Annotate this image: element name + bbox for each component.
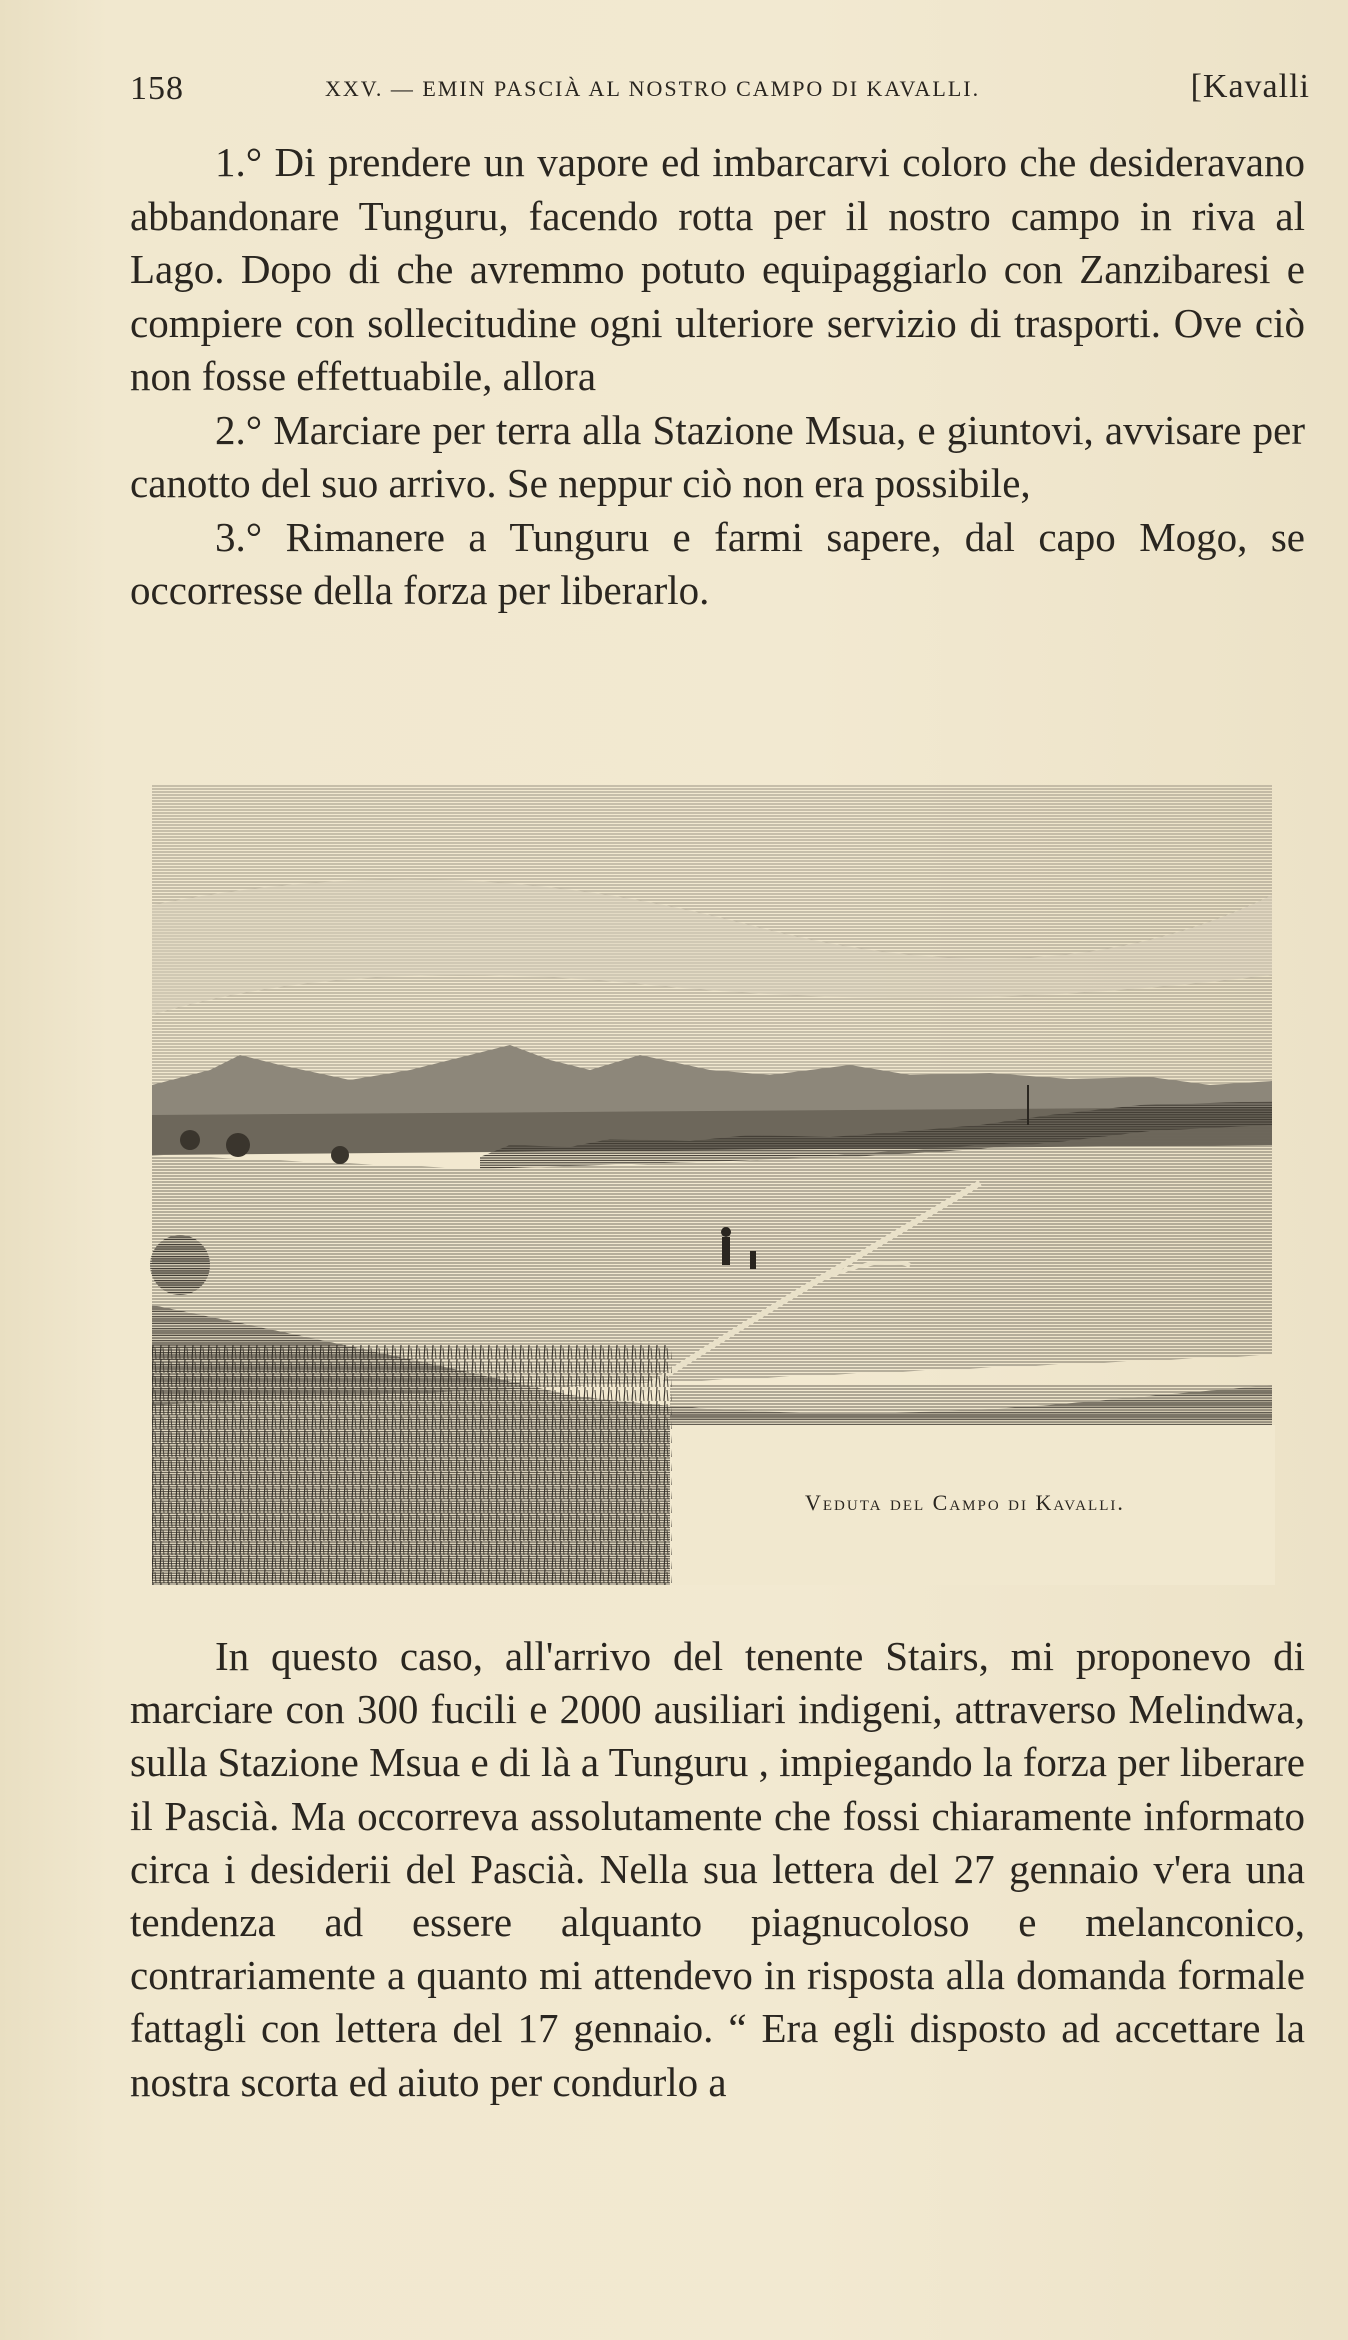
bottom-text-block: [130, 1630, 1305, 2109]
right-foreground-strip: [670, 1385, 1272, 1425]
page-number: 158: [130, 70, 184, 107]
running-title: XXV. — EMIN PASCIÀ AL NOSTRO CAMPO DI KAVALLI.: [325, 76, 981, 101]
paragraph-point-2: 2.° Marciare per terra alla Stazione Msua, e giuntovi, avvisare per canotto del suo arrivo. Se neppur ciò non era possibile,: [130, 406, 1305, 506]
paragraph-main: In questo caso, all'arrivo del tenente Stairs, mi proponevo di marciare con 300 fucili e 2000 ausiliari indigeni, attraverso Melindwa, sulla Stazione Msua e di là a Tunguru , impiegando la forza per liberare il Pascià. Ma occorreva assolutamente che fossi chiaramente informato circa i desiderii del Pascià. Nella sua lettera del 27 gennaio v'era una tendenza ad essere alquanto piagnucoloso e melanconico, contrariamente a quanto mi attendevo in risposta alla domanda formale fattagli con lettera del 17 gennaio. “ Era egli disposto ad accettare la nostra scorta ed aiuto per condurlo a: [130, 1633, 1306, 2105]
running-header: [130, 66, 1310, 110]
top-text-block: [130, 136, 1305, 618]
paragraph-point-3: 3.° Rimanere a Tunguru e farmi sapere, dal capo Mogo, se occorresse della forza per liberarlo.: [130, 513, 1305, 613]
paragraph-point-1: 1.° Di prendere un vapore ed imbarcarvi coloro che desideravano abbandonare Tunguru, facendo rotta per il nostro campo in riva al Lago. Dopo di che avremmo potuto equipaggiarlo con Zanzibaresi e compiere con sollecitudine ogni ulteriore servizio di trasporti. Ove ciò non fosse effettuabile, allora: [130, 139, 1305, 399]
foreground-reeds: [152, 1345, 672, 1585]
figure-caption: Veduta del Campo di Kavalli.: [805, 1490, 1125, 1515]
engraving-illustration: [150, 785, 1275, 1585]
header-side-note: [Kavalli: [1190, 68, 1310, 105]
